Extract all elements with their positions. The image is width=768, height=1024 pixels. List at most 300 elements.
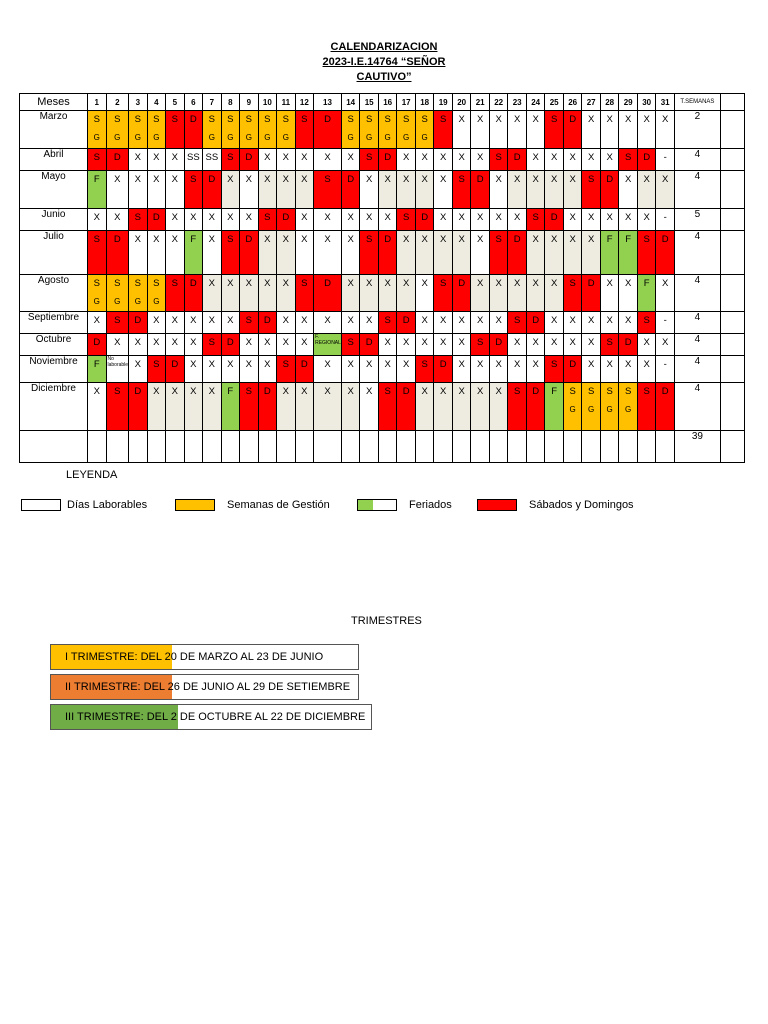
cell-mark: X [134, 337, 141, 348]
cell-mark: S [384, 386, 391, 397]
day-cell [637, 383, 656, 431]
day-cell [166, 111, 185, 149]
cell-mark: D [532, 315, 540, 326]
day-cell [563, 312, 582, 334]
day-cell [258, 275, 277, 312]
trimestre-2 [50, 674, 359, 700]
cell-mark: X [532, 337, 539, 348]
cell-mark: S [114, 386, 121, 397]
no-laborable-label: No laborable [107, 356, 129, 368]
cell-mark: X [282, 337, 289, 348]
cell-mark: X [514, 337, 521, 348]
day-cell [656, 356, 675, 383]
cell-mark: X [477, 315, 484, 326]
empty-cell [295, 431, 314, 463]
cell-s: S [93, 114, 100, 125]
cell-mark: S [514, 386, 521, 397]
day-cell [656, 149, 675, 171]
cell-mark: X [458, 234, 465, 245]
cell-mark: X [477, 359, 484, 370]
tsemanas-value: 4 [674, 171, 720, 209]
cell-mark: X [245, 359, 252, 370]
cell-mark: S [153, 359, 160, 370]
cell-mark: S [171, 114, 178, 125]
cell-mark: X [282, 152, 289, 163]
cell-mark: X [514, 212, 521, 223]
cell-mark: D [569, 359, 577, 370]
header-day: 19 [434, 94, 453, 111]
cell-g: G [153, 297, 160, 306]
day-cell [88, 209, 107, 231]
cell-mark: X [301, 386, 308, 397]
header-day: 22 [489, 94, 508, 111]
cell-mark: S [421, 359, 428, 370]
empty-cell [471, 431, 490, 463]
cell-mark: X [643, 114, 650, 125]
day-cell [277, 149, 296, 171]
header-day: 16 [378, 94, 397, 111]
cell-mark: X [458, 315, 465, 326]
cell-mark: X [625, 174, 632, 185]
day-cell [129, 356, 148, 383]
day-cell [619, 356, 638, 383]
header-day: 15 [360, 94, 379, 111]
empty-cell [341, 431, 360, 463]
empty-cell [619, 431, 638, 463]
cell-mark: X [171, 337, 178, 348]
day-cell [221, 275, 240, 312]
month-name: Mayo [20, 171, 88, 209]
day-cell [378, 149, 397, 171]
day-cell [563, 111, 582, 149]
cell-mark: S [301, 278, 308, 289]
day-cell [563, 383, 582, 431]
empty-cell [545, 431, 564, 463]
cell-mark: X [440, 174, 447, 185]
cell-mark: X [514, 114, 521, 125]
cell-mark: X [171, 212, 178, 223]
empty-cell [378, 431, 397, 463]
day-cell [526, 231, 545, 275]
day-cell [240, 275, 259, 312]
cell-mark: X [569, 234, 576, 245]
day-cell [489, 209, 508, 231]
cell-mark: X [301, 174, 308, 185]
header-day: 11 [277, 94, 296, 111]
day-cell [471, 312, 490, 334]
month-row [20, 209, 745, 231]
cell-mark: X [551, 278, 558, 289]
cell-mark: X [93, 315, 100, 326]
day-cell [147, 111, 166, 149]
day-cell [129, 383, 148, 431]
day-cell [600, 312, 619, 334]
cell-mark: X [134, 152, 141, 163]
day-cell [526, 334, 545, 356]
cell-mark: X [264, 278, 271, 289]
header-day: 25 [545, 94, 564, 111]
cell-mark: X [366, 359, 373, 370]
day-cell [184, 312, 203, 334]
cell-mark: X [458, 359, 465, 370]
day-cell [434, 383, 453, 431]
day-cell [295, 356, 314, 383]
empty-cell [184, 431, 203, 463]
day-cell [203, 312, 222, 334]
cell-mark: D [550, 212, 558, 223]
cell-mark: X [477, 114, 484, 125]
day-cell [184, 383, 203, 431]
month-name: Septiembre [20, 312, 88, 334]
cell-mark: S [190, 174, 197, 185]
cell-mark: X [477, 386, 484, 397]
month-row [20, 356, 745, 383]
cell-g: G [366, 133, 373, 142]
day-cell [277, 231, 296, 275]
cell-mark: S [324, 174, 331, 185]
day-cell [489, 171, 508, 209]
cell-mark: X [227, 359, 234, 370]
day-cell [545, 149, 564, 171]
header-day: 14 [341, 94, 360, 111]
trimestre-1-label: I TRIMESTRE: DEL 20 DE MARZO AL 23 DE JUNIO [65, 651, 324, 663]
cell-g: G [227, 133, 234, 142]
cell-mark: X [643, 212, 650, 223]
cell-mark: D [113, 152, 121, 163]
cell-mark: S [643, 386, 650, 397]
cell-mark: X [477, 212, 484, 223]
header-day: 17 [397, 94, 416, 111]
cell-mark: X [662, 114, 669, 125]
cell-mark: X [245, 212, 252, 223]
cell-g: G [114, 297, 121, 306]
header-day: 2 [106, 94, 129, 111]
month-name: Diciembre [20, 383, 88, 431]
day-cell [563, 231, 582, 275]
tsemanas-value: 4 [674, 334, 720, 356]
day-cell [600, 209, 619, 231]
cell-mark: X [643, 174, 650, 185]
cell-mark: X [347, 315, 354, 326]
day-cell [88, 111, 107, 149]
cell-mark: X [324, 234, 331, 245]
cell-mark: X [324, 359, 331, 370]
cell-mark: X [551, 152, 558, 163]
cell-mark: D [587, 278, 595, 289]
day-cell [295, 334, 314, 356]
cell-mark: X [264, 337, 271, 348]
day-cell [563, 275, 582, 312]
cell-mark: X [347, 386, 354, 397]
cell-mark: X [569, 212, 576, 223]
cell-mark: S [227, 234, 234, 245]
cell-mark: S [93, 234, 100, 245]
day-cell [314, 334, 342, 356]
total-row [20, 431, 745, 463]
cell-mark: S [93, 152, 100, 163]
cell-s: S [421, 114, 428, 125]
empty-cell [258, 431, 277, 463]
day-cell [582, 312, 601, 334]
cell-mark: X [625, 114, 632, 125]
day-cell [88, 231, 107, 275]
day-cell [415, 275, 434, 312]
header-day: 27 [582, 94, 601, 111]
day-cell [360, 149, 379, 171]
legend-gestion [175, 498, 330, 512]
cell-mark: X [588, 337, 595, 348]
cell-mark: S [171, 278, 178, 289]
cell-mark: X [347, 212, 354, 223]
header-day: 26 [563, 94, 582, 111]
cell-mark: X [588, 315, 595, 326]
day-cell [545, 171, 564, 209]
day-cell [258, 209, 277, 231]
day-cell [526, 356, 545, 383]
day-cell [221, 334, 240, 356]
cell-mark: F [227, 386, 234, 397]
legend-swatch-green [357, 499, 397, 511]
cell-mark: X [532, 278, 539, 289]
day-cell [295, 149, 314, 171]
cell-mark: S [458, 174, 465, 185]
day-cell [452, 275, 471, 312]
cell-mark: S [477, 337, 484, 348]
cell-mark: X [227, 315, 234, 326]
tsemanas-value: 4 [674, 149, 720, 171]
cell-s: S [606, 386, 613, 397]
day-cell [314, 209, 342, 231]
day-cell [277, 383, 296, 431]
cell-mark: X [625, 212, 632, 223]
cell-g: G [625, 405, 632, 414]
cell-mark: X [301, 337, 308, 348]
cell-mark: X [532, 359, 539, 370]
cell-s: S [114, 278, 121, 289]
empty-cell [360, 431, 379, 463]
day-cell [166, 275, 185, 312]
cell-mark: X [171, 152, 178, 163]
day-cell [166, 334, 185, 356]
cell-mark: S [495, 234, 502, 245]
cell-mark: X [403, 278, 410, 289]
day-cell [277, 209, 296, 231]
cell-mark: X [366, 278, 373, 289]
cell-mark: X [208, 212, 215, 223]
day-cell [563, 334, 582, 356]
header-day: 7 [203, 94, 222, 111]
day-cell [582, 231, 601, 275]
cell-s: S [134, 278, 141, 289]
cell-mark: X [477, 234, 484, 245]
cell-g: G [134, 297, 141, 306]
day-cell [508, 275, 527, 312]
month-row [20, 312, 745, 334]
day-cell [582, 171, 601, 209]
day-cell [184, 275, 203, 312]
header-day: 6 [184, 94, 203, 111]
day-cell [203, 171, 222, 209]
day-cell [360, 231, 379, 275]
day-cell [508, 149, 527, 171]
day-cell [258, 231, 277, 275]
day-cell [203, 209, 222, 231]
trimestre-3 [50, 704, 372, 730]
header-row [20, 94, 745, 111]
day-cell [129, 334, 148, 356]
cell-mark: X [514, 174, 521, 185]
day-cell [106, 171, 129, 209]
cell-mark: X [153, 315, 160, 326]
header-day: 23 [508, 94, 527, 111]
legend-feriados [357, 498, 452, 512]
day-cell [341, 111, 360, 149]
day-cell [295, 209, 314, 231]
header-day: 4 [147, 94, 166, 111]
cell-mark: S [134, 212, 141, 223]
day-cell [277, 111, 296, 149]
day-cell [106, 275, 129, 312]
cell-mark: X [208, 315, 215, 326]
cell-s: S [114, 114, 121, 125]
empty-cell [526, 431, 545, 463]
day-cell [240, 231, 259, 275]
header-tsemanas: T.SEMANAS [674, 94, 720, 111]
day-cell [184, 111, 203, 149]
day-cell [656, 334, 675, 356]
cell-mark: D [439, 359, 447, 370]
legend-swatch-gold [175, 499, 215, 511]
cell-mark: X [495, 386, 502, 397]
day-cell [434, 334, 453, 356]
cell-mark: X [458, 212, 465, 223]
day-cell [434, 149, 453, 171]
cell-mark: X [134, 234, 141, 245]
legend-swatch-red [477, 499, 517, 511]
day-cell [489, 334, 508, 356]
extra-cell [720, 149, 744, 171]
cell-mark: S [245, 386, 252, 397]
day-cell [489, 275, 508, 312]
cell-mark: X [477, 152, 484, 163]
day-cell [656, 171, 675, 209]
cell-mark: X [264, 152, 271, 163]
day-cell [545, 275, 564, 312]
day-cell [452, 111, 471, 149]
day-cell [508, 312, 527, 334]
cell-mark: X [421, 152, 428, 163]
day-cell [147, 383, 166, 431]
day-cell [106, 209, 129, 231]
empty-cell [314, 431, 342, 463]
cell-mark: X [347, 278, 354, 289]
cell-mark: D [532, 386, 540, 397]
day-cell [526, 149, 545, 171]
day-cell [277, 275, 296, 312]
legend-laborables-label: Días Laborables [67, 499, 148, 511]
header-day: 29 [619, 94, 638, 111]
day-cell [147, 356, 166, 383]
day-cell [434, 209, 453, 231]
cell-mark: S [366, 152, 373, 163]
cell-mark: X [458, 114, 465, 125]
day-cell [508, 231, 527, 275]
month-name: Agosto [20, 275, 88, 312]
day-cell [582, 149, 601, 171]
header-day: 30 [637, 94, 656, 111]
day-cell [489, 231, 508, 275]
cell-mark: X [569, 152, 576, 163]
day-cell [452, 334, 471, 356]
day-cell [545, 383, 564, 431]
cell-mark: X [324, 386, 331, 397]
day-cell [240, 111, 259, 149]
cell-mark: X [134, 359, 141, 370]
cell-mark: S [403, 212, 410, 223]
day-cell [360, 383, 379, 431]
day-cell [434, 111, 453, 149]
day-cell [619, 312, 638, 334]
day-cell [314, 275, 342, 312]
empty-cell [452, 431, 471, 463]
day-cell [129, 149, 148, 171]
cell-mark: S [384, 315, 391, 326]
day-cell [341, 209, 360, 231]
legend-swatch-white [21, 499, 61, 511]
day-cell [184, 334, 203, 356]
day-cell [378, 312, 397, 334]
cell-mark: D [324, 278, 331, 289]
cell-mark: D [134, 315, 142, 326]
cell-mark: SS [186, 152, 200, 163]
cell-mark: X [264, 359, 271, 370]
day-cell [147, 275, 166, 312]
day-cell [221, 312, 240, 334]
cell-s: S [245, 114, 252, 125]
day-cell [397, 149, 416, 171]
day-cell [637, 356, 656, 383]
month-row [20, 275, 745, 312]
day-cell [221, 231, 240, 275]
day-cell [397, 383, 416, 431]
cell-mark: X [477, 278, 484, 289]
day-cell [637, 171, 656, 209]
empty-cell [508, 431, 527, 463]
day-cell [619, 111, 638, 149]
day-cell [221, 209, 240, 231]
day-cell [452, 383, 471, 431]
day-cell [106, 383, 129, 431]
day-cell [240, 149, 259, 171]
cell-mark: S [514, 315, 521, 326]
cell-mark: D [282, 212, 290, 223]
cell-g: G [245, 133, 252, 142]
empty-cell [434, 431, 453, 463]
day-cell [526, 275, 545, 312]
day-cell [129, 275, 148, 312]
cell-mark: X [245, 278, 252, 289]
cell-mark: D [171, 359, 179, 370]
total-semanas: 39 [674, 431, 720, 463]
cell-s: S [93, 278, 100, 289]
day-cell [166, 356, 185, 383]
day-cell [106, 334, 129, 356]
cell-mark: F [551, 386, 558, 397]
day-cell [240, 383, 259, 431]
cell-mark: X [643, 359, 650, 370]
month-row [20, 111, 745, 149]
cell-mark: X [421, 174, 428, 185]
